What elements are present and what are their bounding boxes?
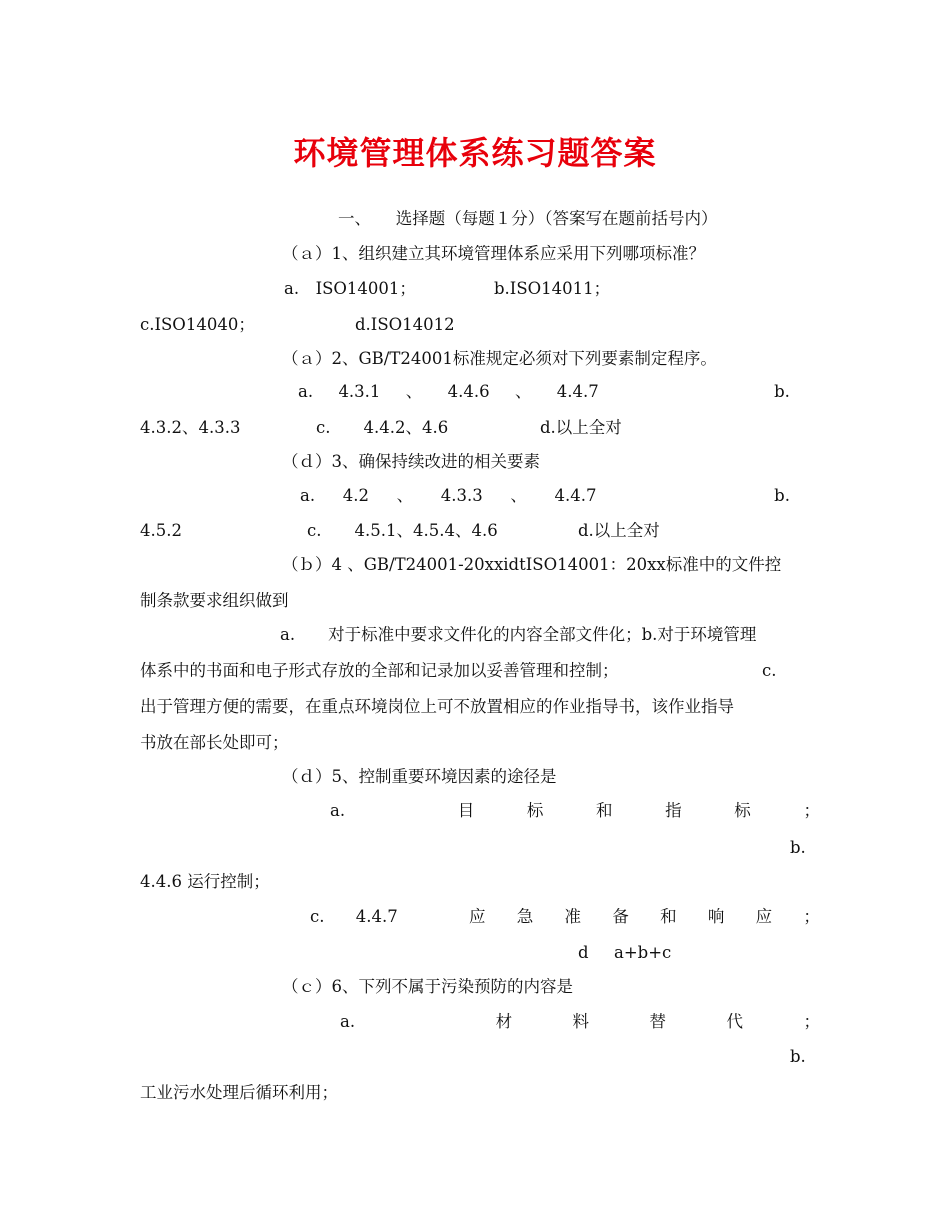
q5-a-token: 目 xyxy=(457,801,475,820)
q1-option-c: c.ISO14040； xyxy=(140,315,255,334)
q4-option-a: a. 对于标准中要求文件化的内容全部文件化；b.对于环境管理 xyxy=(280,625,757,644)
q3-token: 4.4.7 xyxy=(554,486,597,505)
q1-option-b: b.ISO14011； xyxy=(494,279,611,298)
q5-a-token: 标 xyxy=(526,801,544,820)
q2-option-c: c. 4.4.2、4.6 xyxy=(316,418,449,437)
q6-option-a xyxy=(340,1010,820,1034)
q2-option-b-continued: 4.3.2、4.3.3 xyxy=(140,418,241,437)
q2-option-d: d.以上全对 xyxy=(540,418,622,437)
q6-a-token: 材 xyxy=(495,1012,513,1031)
q5-a-token: 标 xyxy=(734,801,751,820)
question-2: （ａ）2、GB/T24001标准规定必须对下列要素制定程序。 xyxy=(282,349,717,368)
q5-c-token: c. xyxy=(310,907,325,926)
q5-c-token: 急 xyxy=(516,907,534,926)
question-3: （ｄ）3、确保持续改进的相关要素 xyxy=(282,452,540,471)
q4-option-b-continued: 体系中的书面和电子形式存放的全部和记录加以妥善管理和控制； xyxy=(140,661,619,680)
q3-token: b. xyxy=(774,486,790,505)
q1-option-d: d.ISO14012 xyxy=(355,315,455,334)
q2-token: a. xyxy=(298,382,314,401)
q5-c-token: 应 xyxy=(755,907,773,926)
q5-c-token: 4.4.7 xyxy=(355,907,398,926)
q4-option-c-line-2: 书放在部长处即可； xyxy=(140,733,289,752)
q3-options-line xyxy=(300,484,790,508)
q5-c-token: 和 xyxy=(660,907,677,926)
question-5: （ｄ）5、控制重要环境因素的途径是 xyxy=(282,767,557,786)
q5-option-b-continued: 4.4.6 运行控制； xyxy=(140,872,270,891)
q5-a-token: ； xyxy=(803,801,820,820)
q2-options-line xyxy=(298,380,790,404)
q5-c-token: 应 xyxy=(469,907,486,926)
q6-a-token: 替 xyxy=(649,1012,666,1031)
q5-c-token: ； xyxy=(803,907,820,926)
q4-option-c-line-1: 出于管理方便的需要，在重点环境岗位上可不放置相应的作业指导书，该作业指导 xyxy=(140,697,734,716)
q5-option-d-value: a+b+c xyxy=(614,943,672,962)
question-6: （ｃ）6、下列不属于污染预防的内容是 xyxy=(282,977,573,996)
page-title: 环境管理体系练习题答案 xyxy=(293,134,657,172)
q3-option-d: d.以上全对 xyxy=(578,521,660,540)
q4-option-c-label: c. xyxy=(762,661,777,680)
q5-option-c xyxy=(310,905,820,929)
q6-a-token: ； xyxy=(803,1012,820,1031)
q2-token: 、 xyxy=(405,382,423,401)
q3-token: 4.3.3 xyxy=(440,486,483,505)
q5-c-token: 响 xyxy=(707,907,725,926)
q2-token: 4.4.7 xyxy=(556,382,599,401)
q2-token: 、 xyxy=(514,382,532,401)
q6-a-token: 料 xyxy=(572,1012,590,1031)
question-4-line-1: （ｂ）4 、GB/T24001-20xxidtISO14001：20xx标准中的文件控 xyxy=(282,555,782,574)
q5-option-b-label: b. xyxy=(790,838,806,857)
q1-option-a: a. ISO14001； xyxy=(284,279,416,298)
q5-a-token: a. xyxy=(330,801,346,820)
question-4-line-2: 制条款要求组织做到 xyxy=(140,591,289,610)
q3-option-b-continued: 4.5.2 xyxy=(140,521,182,540)
q6-a-token: a. xyxy=(340,1012,356,1031)
q5-option-a xyxy=(330,799,820,823)
q3-token: 、 xyxy=(510,486,527,505)
q6-option-b-continued: 工业污水处理后循环利用； xyxy=(140,1083,338,1102)
q2-token: 4.4.6 xyxy=(447,382,490,401)
q2-token: b. xyxy=(774,382,790,401)
q3-option-c: c. 4.5.1、4.5.4、4.6 xyxy=(307,521,498,540)
q5-c-token: 备 xyxy=(612,907,629,926)
q3-token: 4.2 xyxy=(342,486,369,505)
question-1: （ａ）1、组织建立其环境管理体系应采用下列哪项标准？ xyxy=(282,244,705,263)
q5-a-token: 和 xyxy=(596,801,613,820)
q5-c-token: 准 xyxy=(564,907,582,926)
q3-token: 、 xyxy=(396,486,414,505)
q3-token: a. xyxy=(300,486,316,505)
q6-a-token: 代 xyxy=(726,1012,743,1031)
q5-a-token: 指 xyxy=(665,801,682,820)
section-heading: 一、 选择题（每题１分）（答案写在题前括号内） xyxy=(338,209,718,228)
q6-option-b-label: b. xyxy=(790,1047,806,1066)
q2-token: 4.3.1 xyxy=(338,382,381,401)
q5-option-d-label: d xyxy=(578,943,589,962)
